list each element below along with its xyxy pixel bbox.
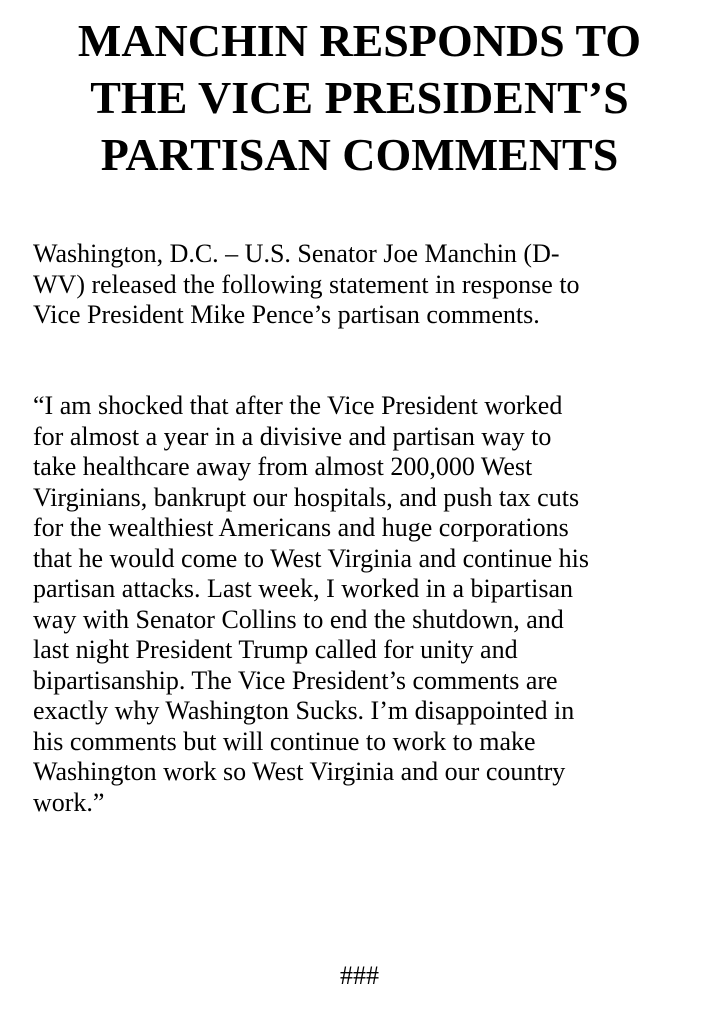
headline-line: THE VICE PRESIDENT’S [90,72,629,123]
intro-line: Washington, D.C. – U.S. Senator Joe Manchin (D- [33,239,560,268]
quote-line: for the wealthiest Americans and huge corporations [33,513,569,542]
quote-line: bipartisanship. The Vice President’s comments are [33,665,558,695]
intro-line: WV) released the following statement in response to [33,269,580,299]
end-of-release-mark: ### [340,961,379,990]
intro-line: Vice President Mike Pence’s partisan comments. [33,300,540,329]
headline-line: MANCHIN RESPONDS TO [77,15,642,66]
quote-line: “I am shocked that after the Vice President worked [33,391,563,420]
quote-line: partisan attacks. Last week, I worked in a bipartisan [33,574,574,603]
quote-line: take healthcare away from almost 200,000 West [33,452,533,481]
quote-line: his comments but will continue to work to make [33,726,536,756]
quote-line: exactly why Washington Sucks. I’m disappointed in [33,696,575,725]
statement-quote-paragraph [33,391,693,818]
quote-line: work.” [33,787,105,817]
quote-line: that he would come to West Virginia and continue his [33,543,589,573]
quote-line: Virginians, bankrupt our hospitals, and push tax cuts [33,482,580,512]
quote-line: last night President Trump called for unity and [33,635,518,664]
quote-line: way with Senator Collins to end the shutdown, and [33,604,564,634]
intro-paragraph [33,239,693,331]
quote-line: Washington work so West Virginia and our country [33,757,566,786]
headline-line: PARTISAN COMMENTS [100,129,619,180]
quote-line: for almost a year in a divisive and partisan way to [33,421,552,451]
press-release-headline [20,12,699,183]
